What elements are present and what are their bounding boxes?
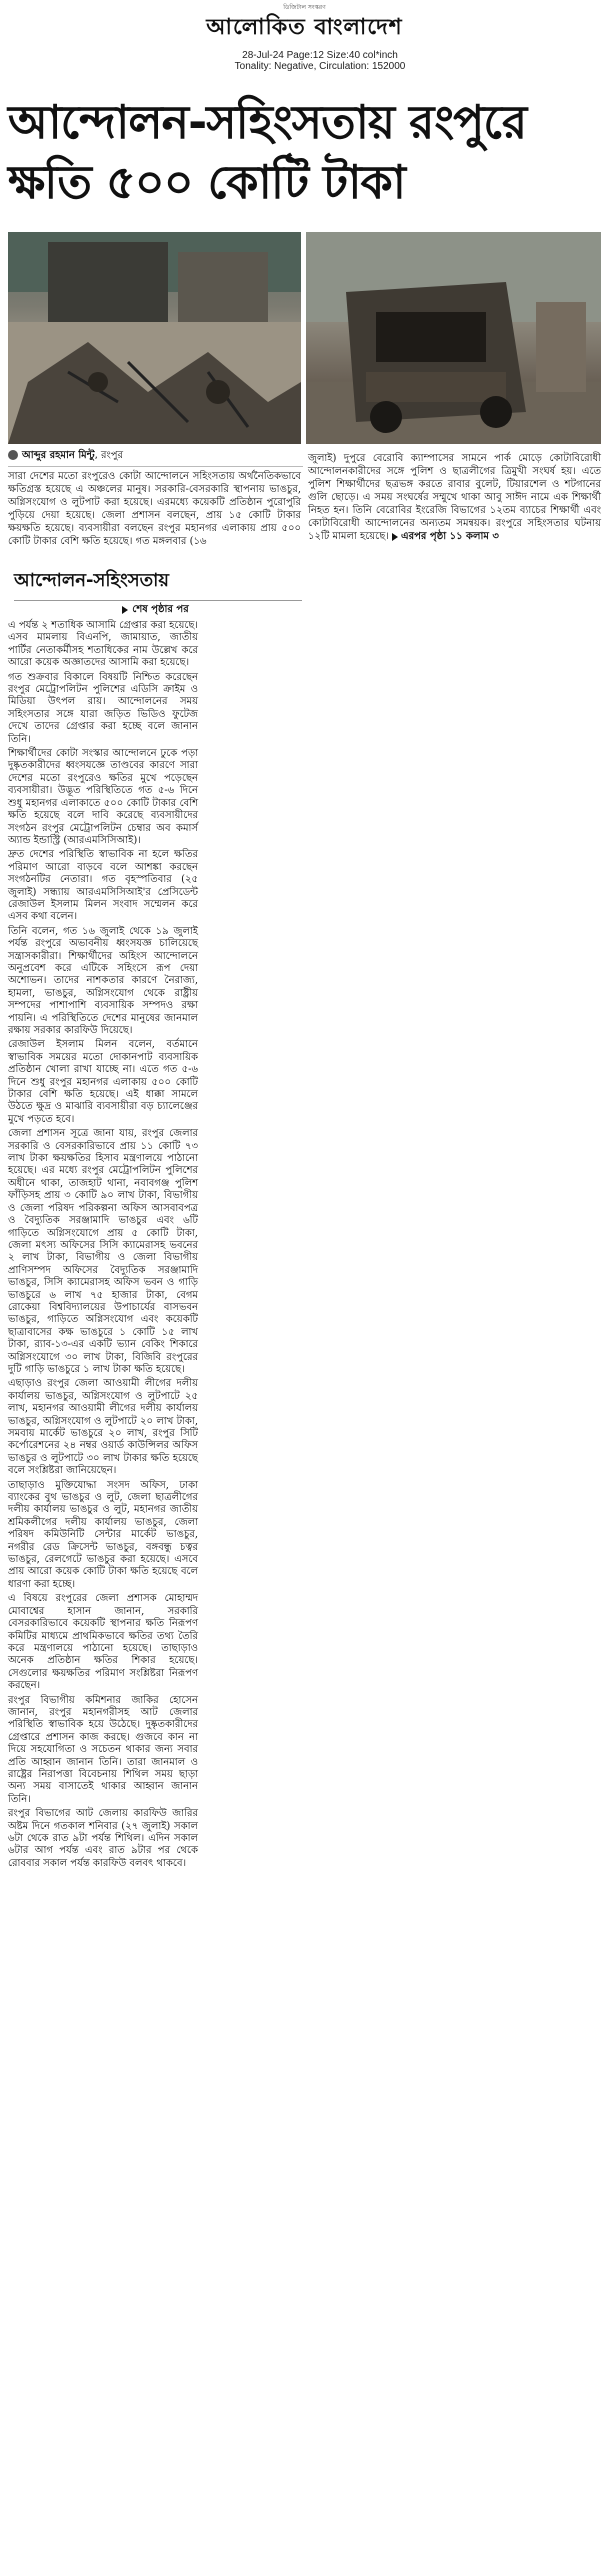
jump-arrow-icon — [392, 533, 398, 541]
article-headline: আন্দোলন-সহিংসতায় রংপুরে ক্ষতি ৫০০ কোটি টাকা — [8, 95, 527, 209]
reporter-icon — [8, 450, 18, 460]
continuation-heading: আন্দোলন-সহিংসতায় — [14, 566, 302, 601]
page-jump — [392, 531, 499, 542]
byline-place: , রংপুর — [94, 450, 124, 461]
continuation-paragraph: তিনি বলেন, গত ১৬ জুলাই থেকে ১৯ জুলাই পর্যন্ত রংপুরে অভাবনীয় ধ্বংসযজ্ঞ চালিয়েছে সন্ত্রাসকারীরা। শিক্ষার্থীদের অহিংস আন্দোলনে অনুপ্রবেশ করে এটিকে সহিংসে রূপ দেয়া অশোভন। তাদের নাশকতার কারণে নৈরাজ্য, হামলা, ভাঙচুর, অগ্নিসংযোগ থেকে রাষ্ট্রীয় সম্পদের পাশাপাশি ব্যবসায়িক সম্পদও রক্ষা পায়নি। এ পরিস্থিতিতে দেশের মানুষের জানমাল রক্ষায় সরকার কারফিউ দিয়েছে। — [8, 925, 198, 1036]
continued-from-text: শেষ পৃষ্ঠার পর — [132, 604, 189, 615]
continuation-paragraph: জেলা প্রশাসন সূত্রে জানা যায়, রংপুর জেলার সরকারি ও বেসরকারিভাবে প্রায় ১১ কোটি ৭৩ লাখ টাকা ক্ষয়ক্ষতির হিসাব মন্ত্রণালয়ে পাঠানো হয়েছে। এর মধ্যে রংপুর মেট্রোপলিটন পুলিশের অধীনে থাকা, তাজহাট থানা, নবাবগঞ্জ পুলিশ ফাঁড়িসহ প্রায় ৩ কোটি ৯০ লাখ টাকা, বিভাগীয় ও জেলা পরিষদ পরিকল্পনা অফিস আসবাবপত্র ও বৈদ্যুতিক সরঞ্জামাদি ভাঙচুর এবং ৬টি গাড়িতে অগ্নিসংযোগে প্রায় ৫ কোটি টাকা, জেলা মৎস্য অফিসের সিসি ক্যামেরাসহ ভবনের ২ লাখ টাকা, বিভাগীয় ও জেলা বিভাগীয় প্রাণিসম্পদ অফিসের বৈদ্যুতিক সরঞ্জামাদি ভাঙচুর, সিসি ক্যামেরাসহ অফিস ভবন ও গাড়ি ভাঙচুরে ৬ লাখ ৭৫ হাজার টাকা, বেগম রোকেয়া বিশ্ববিদ্যালয়ের উপাচার্যের বাসভবন ভাঙচুর, গাড়িতে অগ্নিসংযোগ এবং কয়েকটি ছাত্রাবাসের কক্ষ ভাঙচুরে ১ কোটি ১৫ লাখ টাকা, র‌্যাব-১৩-এর একটি ভ্যান বেকিং শিকারে অগ্নিসংযোগে ৩০ লাখ টাকা, বিজিবি রংপুরের দুটি গাড়ি ভাঙচুরে ১ লাখ টাকা ক্ষতি হয়েছে। — [8, 1128, 198, 1375]
continuation-paragraph: রংপুর বিভাগের আট জেলায় কারফিউ জারির অষ্টম দিনে গতকাল শনিবার (২৭ জুলাই) সকাল ৬টা থেকে রাত ৯টা পর্যন্ত শিথিল। এদিন সকাল ৬টার আগ পর্যন্ত এবং রাত ৯টার পর থেকে রোববার সকাল পর্যন্ত কারফিউ বলবৎ থাকবে। — [8, 1808, 198, 1869]
continuation-paragraph: এ বিষয়ে রংপুরের জেলা প্রশাসক মোহাম্মদ মোবাশ্বের হাসান জানান, সরকারি বেসরকারিভাবে কয়েকটি স্থাপনার ক্ষতি নিরূপণ কমিটির মাধ্যমে প্রাথমিকভাবে ক্ষতির তথ্য তৈরি করে মন্ত্রণালয়ে পাঠানো হয়েছে। তাছাড়াও অনেক প্রতিষ্ঠান ক্ষতির শিকার হয়েছে। সেগুলোর ক্ষয়ক্ষতির পরিমাণ সংশ্লিষ্টরা নিরূপণ করছেন। — [8, 1593, 198, 1692]
masthead-small-text: ডিজিটাল সংস্করণ — [283, 4, 326, 11]
newspaper-logo: আলোকিত বাংলাদেশ — [206, 14, 403, 40]
continuation-paragraph: দ্রুত দেশের পরিস্থিতি স্বাভাবিক না হলে ক্ষতির পরিমাণ আরো বাড়বে বলে আশঙ্কা করছেন সংগঠনটির নেতারা। গত বৃহস্পতিবার (২৫ জুলাই) সন্ধ্যায় আরএমসিসিআই'র প্রেসিডেন্ট রেজাউল ইসলাম মিলন সংবাদ সম্মেলন করে এসব কথা বলেন। — [8, 849, 198, 923]
lead-right-column — [308, 452, 601, 545]
meta-line-1: 28-Jul-24 Page:12 Size:40 col*inch — [242, 50, 398, 61]
article-byline — [8, 448, 303, 464]
continuation-paragraph: এছাড়াও রংপুর জেলা আওয়ামী লীগের দলীয় কার্যালয় ভাঙচুর, অগ্নিসংযোগ ও লুটপাটে ২৫ লাখ, মহানগর আওয়ামী লীগের দলীয় কার্যালয় ভাঙচুর, অগ্নিসংযোগ ও লুটপাটে ২০ লাখ টাকা, সমবায় মার্কেট ভাঙচুরে ২০ লাখ, রংপুর সিটি কর্পোরেশনের ২৪ নম্বর ওয়ার্ড কাউন্সিলর অফিস ভাঙচুর ও লুটপাটে ৩০ লাখ টাকার ক্ষতি হয়েছে বলে সংশ্লিষ্টরা জানিয়েছেন। — [8, 1378, 198, 1477]
byline-divider — [8, 466, 303, 467]
photo-burned-shop — [8, 232, 301, 444]
page-jump-text: এরপর পৃষ্ঠা ১১ কলাম ৩ — [401, 531, 499, 542]
burned-vehicle-image — [306, 232, 601, 444]
byline-name: আব্দুর রহমান মিন্টু — [22, 450, 95, 461]
masthead — [0, 0, 609, 52]
continuation-paragraph: এ পর্যন্ত ২ শতাধিক আসামি গ্রেপ্তার করা হয়েছে। এসব মামলায় বিএনপি, জামায়াত, জাতীয় পার্টির নেতাকর্মীসহ শতাধিকের নাম উল্লেখ করে আরো কয়েক অজ্ঞাতদের আসামি করা হয়েছে। — [8, 620, 198, 669]
continuation-body — [8, 620, 198, 1872]
lead-right-text: জুলাই) দুপুরে বেরোবি ক্যাম্পাসের সামনে পার্ক মোড়ে কোটাবিরোধী আন্দোলনকারীদের সঙ্গে পুলিশ ও ছাত্রলীগের ত্রিমুখী সংঘর্ষ হয়। এতে পুলিশ শিক্ষার্থীদের ছত্রভঙ্গ করতে রাবার বুলেট, টিয়ারশেল ও শটগানের গুলি ছোড়ে। এ সময় সংঘর্ষের সম্মুখে থাকা আবু সাঈদ নামে এক শিক্ষার্থী নিহত হন। তিনি বেরোবির ইংরেজি বিভাগের ১২তম ব্যাচের শিক্ষার্থী এবং কোটাবিরোধী আন্দোলনের অন্যতম সমন্বয়ক। রংপুরে সহিংসতার ঘটনায় ১২টি মামলা হয়েছে। — [308, 453, 601, 542]
continuation-paragraph: গত শুক্রবার বিকালে বিষয়টি নিশ্চিত করেছেন রংপুর মেট্রোপলিটন পুলিশের এডিসি ক্রাইম ও মিডিয়া উৎপল রায়। আন্দোলনের সময় সহিংসতার সঙ্গে যারা জড়িত ভিডিও ফুটেজ দেখে তাদের গ্রেপ্তার করা হচ্ছে বলে জানান তিনি। — [8, 671, 198, 745]
photo-burned-vehicle — [306, 232, 601, 444]
continuation-paragraph: রেজাউল ইসলাম মিলন বলেন, বর্তমানে স্বাভাবিক সময়ের মতো দোকানপাট ব্যবসায়িক প্রতিষ্ঠান খোলা রাখা যাচ্ছে না। এতে গত ৫-৬ দিনে শুধু রংপুর মহানগর এলাকায় ৫০০ কোটি টাকার বেশি ক্ষতি হয়েছে। এই ধাক্কা সামলে উঠতে ক্ষুদ্র ও মাঝারি ব্যবসায়ীরা বড় চ্যালেঞ্জের মুখে পড়তে হবে। — [8, 1039, 198, 1125]
lead-left-column — [8, 470, 301, 550]
meta-line-2: Tonality: Negative, Circulation: 152000 — [234, 61, 406, 72]
burned-shop-image — [8, 232, 301, 444]
continuation-paragraph: শিক্ষার্থীদের কোটা সংস্কার আন্দোলনে ঢুকে পড়া দুষ্কৃতকারীদের ধ্বংসযজ্ঞে তাণ্ডবের কারণে সারা দেশের মতো রংপুরেও ক্ষতির মুখে পড়েছেন ব্যবসায়ীরা। উদ্ভূত পরিস্থিতিতে গত ৫-৬ দিনে শুধু মহানগর এলাকাতে ৫০০ কোটি টাকার বেশি ক্ষতি হয়েছে বলে দাবি করেছে ব্যবসায়ীদের সংগঠন রংপুর মেট্রোপলিটন চেম্বার অব কমার্স অ্যান্ড ইন্ডাস্ট্রি (আরএমসিসিআই)। — [8, 748, 198, 846]
lead-left-text: সারা দেশের মতো রংপুরেও কোটা আন্দোলনে সহিংসতায় অর্থনৈতিকভাবে ক্ষতিগ্রস্ত হয়েছে এ অঞ্চলের মানুষ। সরকারি-বেসরকারি স্থাপনায় ভাঙচুর, অগ্নিসংযোগ ও লুটপাট করা হয়েছে। এরমধ্যে কয়েকটি প্রতিষ্ঠান পুরোপুরি পুড়িয়ে দেয়া হয়েছে। জেলা প্রশাসন বলছেন, প্রায় ১৫ কোটি টাকার ক্ষয়ক্ষতি হয়েছে। ব্যবসায়ীরা বলছেন রংপুর মহানগর এলাকায় প্রায় ৫০০ কোটি টাকার বেশি ক্ষতি হয়েছে। গত মঙ্গলবার (১৬ — [8, 471, 301, 547]
clipping-meta — [210, 50, 430, 72]
continued-arrow-icon — [122, 606, 128, 614]
continuation-paragraph: রংপুর বিভাগীয় কমিশনার জাকির হোসেন জানান, রংপুর মহানগরীসহ আট জেলার পরিস্থিতি স্বাভাবিক হয়ে উঠেছে। দুষ্কৃতকারীদের গ্রেপ্তারে প্রশাসন কাজ করছে। গুজবে কান না দিয়ে সহযোগিতা ও সচেতন থাকার জন্য সবার প্রতি আহ্বান জানান তিনি। তারা জানমাল ও রাষ্ট্রের নিরাপত্তা বিবেচনায় শিথিল সময় ছাড়া অন্য সময় বাসাতেই থাকার আহ্বান জানান তিনি। — [8, 1694, 198, 1805]
continued-from-label — [8, 602, 303, 619]
continuation-paragraph: তাছাড়াও মুক্তিযোদ্ধা সংসদ অফিস, ঢাকা ব্যাংকের বুথ ভাঙচুর ও লুট, জেলা ছাত্রলীগের দলীয় কার্যালয় ভাঙচুর ও লুট, মহানগর জাতীয় শ্রমিকলীগের দলীয় কার্যালয় ভাঙচুর, জেলা পরিষদ কমিউনিটি সেন্টার মার্কেট ভাঙচুর, নগরীর রেড ক্রিসেন্ট ভাঙচুর, বঙ্গবন্ধু চত্বর ভাঙচুর, রেলগেটে ভাঙচুর করা হয়েছে। এসবে প্রায় আরো কয়েক কোটি টাকা ক্ষতি হয়েছে বলে ধারণা করা হচ্ছে। — [8, 1479, 198, 1590]
